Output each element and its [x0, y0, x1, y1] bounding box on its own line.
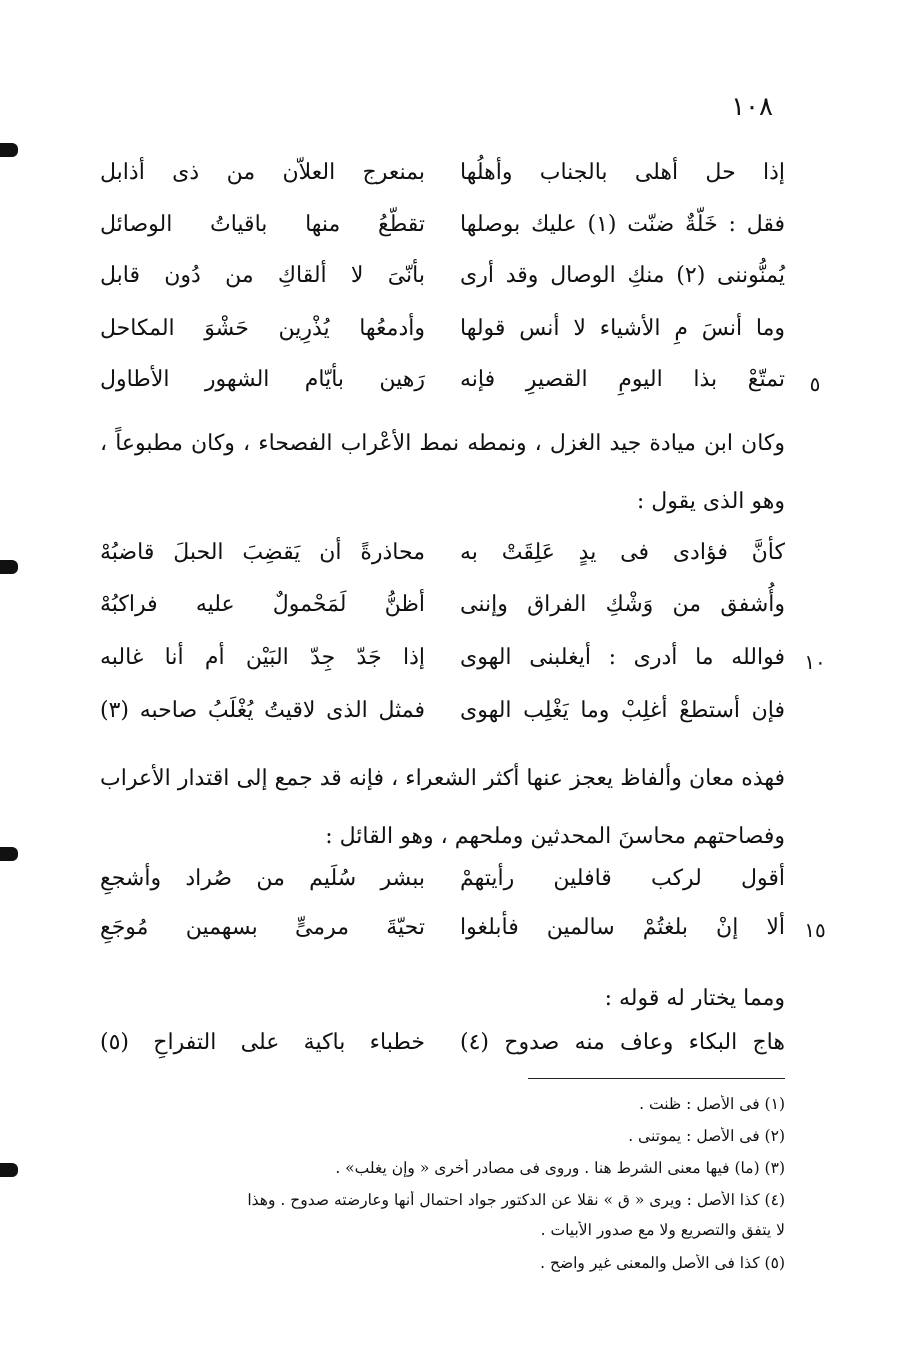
verse-second-hemistich: ببشر سُلَيم من صُراد وأشجعِ: [100, 866, 425, 891]
verse-second-hemistich: محاذرةً أن يَقضِبَ الحبلَ قاضبُهْ: [100, 540, 425, 565]
prose-paragraph: ومما يختار له قوله :: [604, 986, 785, 1011]
verse-first-hemistich: تمتّعْ بذا اليومِ القصيرِ فإنه: [460, 367, 785, 392]
verse-line: [100, 866, 785, 910]
verse-line: [100, 1030, 785, 1074]
verse-first-hemistich: فوالله ما أدرى : أيغلبنى الهوى: [460, 645, 785, 670]
verse-first-hemistich: يُمنُّوننى (٢) منكِ الوصال وقد أرى: [460, 263, 785, 288]
verse-first-hemistich: كأنَّ فؤادى فى يدٍ عَلِقَتْ به: [460, 540, 785, 565]
verse-line: [100, 263, 785, 307]
verse-line: [100, 212, 785, 256]
verse-line: [100, 645, 785, 689]
verse-first-hemistich: أقول لركب قافلين رأيتهمْ: [460, 866, 785, 891]
footnote: (١) فى الأصل : ظنت .: [639, 1095, 785, 1113]
verse-line: [100, 160, 785, 204]
footnote: (٥) كذا فى الأصل والمعنى غير واضح .: [540, 1254, 785, 1272]
verse-first-hemistich: فقل : خَلّةٌ ضنّت (١) عليك بوصلها: [460, 212, 785, 237]
verse-first-hemistich: فإن أستطعْ أغلِبْ وما يَغْلِب الهوى: [460, 698, 785, 723]
verse-second-hemistich: فمثل الذى لاقيتُ يُغْلَبُ صاحبه (٣): [100, 698, 425, 723]
verse-first-hemistich: هاج البكاء وعاف منه صدوح (٤): [460, 1030, 785, 1055]
line-number: ١٥: [804, 918, 826, 942]
verse-first-hemistich: إذا حل أهلى بالجناب وأهلُها: [460, 160, 785, 185]
footnote: (٤) كذا الأصل : ويرى « ق » نقلا عن الدكتور جواد احتمال أنها وعارضته صدوح . وهذا: [247, 1191, 785, 1209]
footnote: لا يتفق والتصريع ولا مع صدور الأبيات .: [540, 1221, 785, 1239]
footnote: (٣) (ما) فيها معنى الشرط هنا . وروى فى مصادر أخرى « وإن يغلب» .: [335, 1159, 785, 1177]
verse-line: [100, 367, 785, 411]
verse-second-hemistich: بأنّىَ لا ألقاكِ من دُون قابل: [100, 263, 425, 288]
verse-first-hemistich: ألا إنْ بلغتُمْ سالمين فأبلغوا: [460, 915, 785, 940]
verse-line: [100, 915, 785, 959]
verse-line: [100, 316, 785, 360]
page-number: ١٠٨: [731, 92, 773, 122]
scan-margin-mark: [0, 143, 18, 157]
scan-margin-mark: [0, 847, 18, 861]
line-number: ١٠: [804, 650, 826, 674]
line-number: ٥: [809, 372, 821, 396]
verse-first-hemistich: وأُشفق من وَشْكِ الفراق وإننى: [460, 592, 785, 617]
footnote: (٢) فى الأصل : يموتنى .: [628, 1127, 785, 1145]
verse-second-hemistich: بمنعرج العلاّن من ذى أذابل: [100, 160, 425, 185]
verse-second-hemistich: إذا جَدّ جِدّ البَيْن أم أنا غالبه: [100, 645, 425, 670]
scan-margin-mark: [0, 1163, 18, 1177]
verse-line: [100, 592, 785, 636]
verse-second-hemistich: تقطّعُ منها باقياتُ الوصائل: [100, 212, 425, 237]
scan-margin-mark: [0, 560, 18, 574]
verse-line: [100, 540, 785, 584]
verse-second-hemistich: أظنُّ لَمَحْمولٌ عليه فراكبُهْ: [100, 592, 425, 617]
verse-first-hemistich: وما أنسَ مِ الأشياء لا أنس قولها: [460, 316, 785, 341]
footnote-divider: [528, 1078, 785, 1079]
verse-second-hemistich: وأدمعُها يُذْرِين حَشْوَ المكاحل: [100, 316, 425, 341]
prose-paragraph: فهذه معان وألفاظ يعجز عنها أكثر الشعراء ، فإنه قد جمع إلى اقتدار الأعراب وفصاحتهم محاسنَ المحدثين وملحهم ، وهو القائل :: [100, 766, 785, 849]
verse-second-hemistich: تحيّةَ مرمىٍّ بسهمين مُوجَعِ: [100, 915, 425, 940]
verse-second-hemistich: رَهين بأيّام الشهور الأطاول: [100, 367, 425, 392]
verse-line: [100, 698, 785, 742]
prose-paragraph: وكان ابن ميادة جيد الغزل ، ونمطه نمط الأعْراب الفصحاء ، وكان مطبوعاً ، وهو الذى يقول :: [100, 431, 785, 514]
verse-second-hemistich: خطباء باكية على التفراحِ (٥): [100, 1030, 425, 1055]
